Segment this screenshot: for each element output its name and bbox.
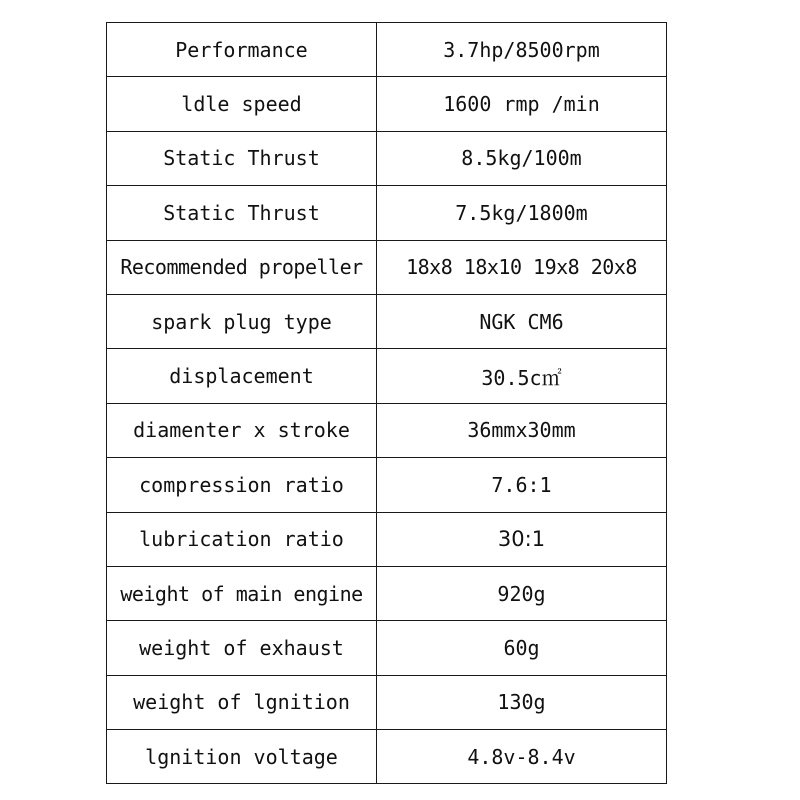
table-row (107, 675, 667, 729)
table-row (107, 349, 667, 403)
spec-label: compression ratio (107, 458, 377, 512)
spec-value: NGK CM6 (377, 294, 667, 348)
spec-value: 30:1 (377, 512, 667, 566)
spec-label: Static Thrust (107, 186, 377, 240)
spec-label: weight of lgnition (107, 675, 377, 729)
spec-label: lgnition voltage (107, 730, 377, 784)
spec-label: Performance (107, 23, 377, 77)
engine-spec-table (106, 22, 667, 784)
table-row (107, 458, 667, 512)
table-row (107, 621, 667, 675)
spec-value: 7.6:1 (377, 458, 667, 512)
spec-label: Recommended propeller (107, 240, 377, 294)
table-row (107, 403, 667, 457)
table-row (107, 294, 667, 348)
spec-label: weight of main engine (107, 566, 377, 620)
table-row (107, 23, 667, 77)
table-row (107, 512, 667, 566)
spec-label: displacement (107, 349, 377, 403)
table-row (107, 131, 667, 185)
spec-label: lubrication ratio (107, 512, 377, 566)
spec-value: 60g (377, 621, 667, 675)
table-row (107, 186, 667, 240)
spec-label: ldle speed (107, 77, 377, 131)
table-row (107, 77, 667, 131)
spec-label: diamenter x stroke (107, 403, 377, 457)
spec-value: 3.7hp/8500rpm (377, 23, 667, 77)
table-row (107, 240, 667, 294)
table-row (107, 566, 667, 620)
spec-value: 30.5c㎡ (377, 349, 667, 403)
spec-value: 36mmx30mm (377, 403, 667, 457)
spec-value: 4.8v-8.4v (377, 730, 667, 784)
spec-value: 920g (377, 566, 667, 620)
spec-value: 18x8 18x10 19x8 20x8 (377, 240, 667, 294)
table-row (107, 730, 667, 784)
spec-value: 7.5kg/1800m (377, 186, 667, 240)
spec-label: spark plug type (107, 294, 377, 348)
spec-label: Static Thrust (107, 131, 377, 185)
spec-value: 1600 rmp /min (377, 77, 667, 131)
spec-label: weight of exhaust (107, 621, 377, 675)
spec-value: 8.5kg/100m (377, 131, 667, 185)
spec-value: 130g (377, 675, 667, 729)
